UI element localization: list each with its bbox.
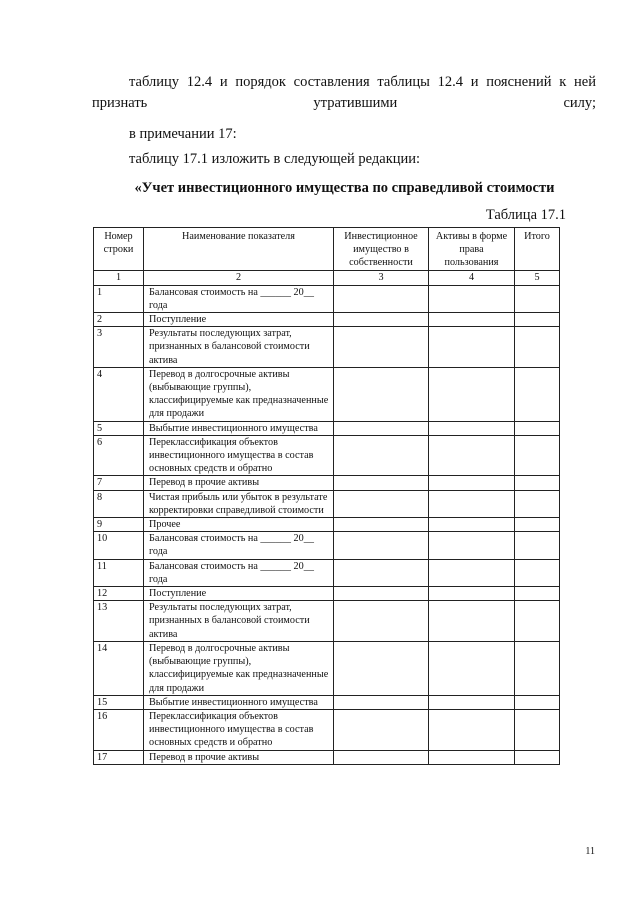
column-number: 3 (334, 270, 429, 285)
value-cell (334, 313, 429, 327)
row-indicator-name: Переклассификация объектов инвестиционного имущества в состав основных средств и обратно (144, 435, 334, 476)
value-cell (334, 709, 429, 750)
value-cell (334, 327, 429, 368)
row-number: 1 (94, 285, 144, 312)
table-row (94, 587, 560, 601)
row-number: 8 (94, 490, 144, 517)
value-cell (429, 587, 515, 601)
row-number: 14 (94, 641, 144, 695)
value-cell (515, 601, 560, 642)
value-cell (429, 313, 515, 327)
row-indicator-name: Перевод в долгосрочные активы (выбывающие группы), классифицируемые как предназначенные для продажи (144, 641, 334, 695)
header-cell: Итого (515, 228, 560, 271)
row-indicator-name: Перевод в прочие активы (144, 476, 334, 490)
table-row (94, 559, 560, 586)
table-row (94, 641, 560, 695)
header-cell: Наименование показателя (144, 228, 334, 271)
row-indicator-name: Выбытие инвестиционного имущества (144, 695, 334, 709)
value-cell (334, 518, 429, 532)
value-cell (429, 367, 515, 421)
row-number: 3 (94, 327, 144, 368)
value-cell (334, 601, 429, 642)
row-number: 4 (94, 367, 144, 421)
value-cell (429, 695, 515, 709)
value-cell (334, 750, 429, 764)
value-cell (429, 532, 515, 559)
value-cell (334, 532, 429, 559)
intro-paragraph-3: таблицу 17.1 изложить в следующей редакции: (129, 151, 421, 167)
value-cell (515, 327, 560, 368)
value-cell (429, 518, 515, 532)
column-number: 1 (94, 270, 144, 285)
value-cell (429, 285, 515, 312)
row-number: 10 (94, 532, 144, 559)
value-cell (429, 476, 515, 490)
value-cell (334, 435, 429, 476)
row-indicator-name: Чистая прибыль или убыток в результате корректировки справедливой стоимости (144, 490, 334, 517)
table-row (94, 327, 560, 368)
row-number: 2 (94, 313, 144, 327)
row-number: 12 (94, 587, 144, 601)
table-row (94, 490, 560, 517)
column-number: 5 (515, 270, 560, 285)
row-indicator-name: Результаты последующих затрат, признанных в балансовой стоимости актива (144, 327, 334, 368)
value-cell (334, 587, 429, 601)
value-cell (515, 559, 560, 586)
row-indicator-name: Балансовая стоимость на ______ 20__ года (144, 559, 334, 586)
value-cell (515, 750, 560, 764)
page-number: 11 (585, 846, 595, 857)
row-indicator-name: Переклассификация объектов инвестиционного имущества в состав основных средств и обратно (144, 709, 334, 750)
value-cell (515, 587, 560, 601)
value-cell (515, 285, 560, 312)
header-row (94, 228, 560, 271)
value-cell (334, 285, 429, 312)
value-cell (429, 601, 515, 642)
row-number: 13 (94, 601, 144, 642)
value-cell (515, 313, 560, 327)
table-row (94, 750, 560, 764)
intro-paragraph-1: таблицу 12.4 и порядок составления таблицы 12.4 и пояснений к ней признать утратившими силу; (92, 74, 596, 111)
row-number: 5 (94, 421, 144, 435)
value-cell (515, 490, 560, 517)
column-number-row (94, 270, 560, 285)
value-cell (334, 476, 429, 490)
table-row (94, 421, 560, 435)
value-cell (515, 367, 560, 421)
row-indicator-name: Балансовая стоимость на ______ 20__ года (144, 532, 334, 559)
row-number: 17 (94, 750, 144, 764)
table-row (94, 601, 560, 642)
table-row (94, 313, 560, 327)
table-row (94, 476, 560, 490)
row-indicator-name: Прочее (144, 518, 334, 532)
investment-property-table (93, 227, 560, 765)
table-body (94, 285, 560, 764)
value-cell (429, 709, 515, 750)
table-row (94, 435, 560, 476)
value-cell (515, 695, 560, 709)
header-cell: Активы в форме права пользования (429, 228, 515, 271)
table-row (94, 367, 560, 421)
row-indicator-name: Поступление (144, 587, 334, 601)
header-cell: Номер строки (94, 228, 144, 271)
row-number: 16 (94, 709, 144, 750)
table-row (94, 709, 560, 750)
intro-paragraph-2: в примечании 17: (129, 126, 237, 142)
value-cell (515, 532, 560, 559)
row-number: 6 (94, 435, 144, 476)
value-cell (334, 421, 429, 435)
row-indicator-name: Перевод в долгосрочные активы (выбывающие группы), классифицируемые как предназначенные для продажи (144, 367, 334, 421)
value-cell (429, 559, 515, 586)
value-cell (429, 490, 515, 517)
value-cell (429, 421, 515, 435)
value-cell (429, 327, 515, 368)
value-cell (515, 641, 560, 695)
row-indicator-name: Балансовая стоимость на ______ 20__ года (144, 285, 334, 312)
row-indicator-name: Результаты последующих затрат, признанных в балансовой стоимости актива (144, 601, 334, 642)
row-number: 11 (94, 559, 144, 586)
header-cell: Инвестиционное имущество в собственности (334, 228, 429, 271)
row-number: 7 (94, 476, 144, 490)
value-cell (515, 709, 560, 750)
table-row (94, 532, 560, 559)
value-cell (515, 435, 560, 476)
table-row (94, 285, 560, 312)
value-cell (429, 641, 515, 695)
value-cell (334, 695, 429, 709)
value-cell (334, 641, 429, 695)
row-indicator-name: Перевод в прочие активы (144, 750, 334, 764)
value-cell (515, 518, 560, 532)
value-cell (515, 476, 560, 490)
value-cell (429, 435, 515, 476)
row-number: 9 (94, 518, 144, 532)
table-row (94, 695, 560, 709)
row-indicator-name: Поступление (144, 313, 334, 327)
value-cell (334, 367, 429, 421)
table-caption: Таблица 17.1 (485, 207, 566, 223)
table-heading: «Учет инвестиционного имущества по справедливой стоимости (134, 180, 555, 196)
row-indicator-name: Выбытие инвестиционного имущества (144, 421, 334, 435)
column-number: 4 (429, 270, 515, 285)
column-number: 2 (144, 270, 334, 285)
table-row (94, 518, 560, 532)
value-cell (334, 559, 429, 586)
value-cell (515, 421, 560, 435)
value-cell (334, 490, 429, 517)
row-number: 15 (94, 695, 144, 709)
value-cell (429, 750, 515, 764)
